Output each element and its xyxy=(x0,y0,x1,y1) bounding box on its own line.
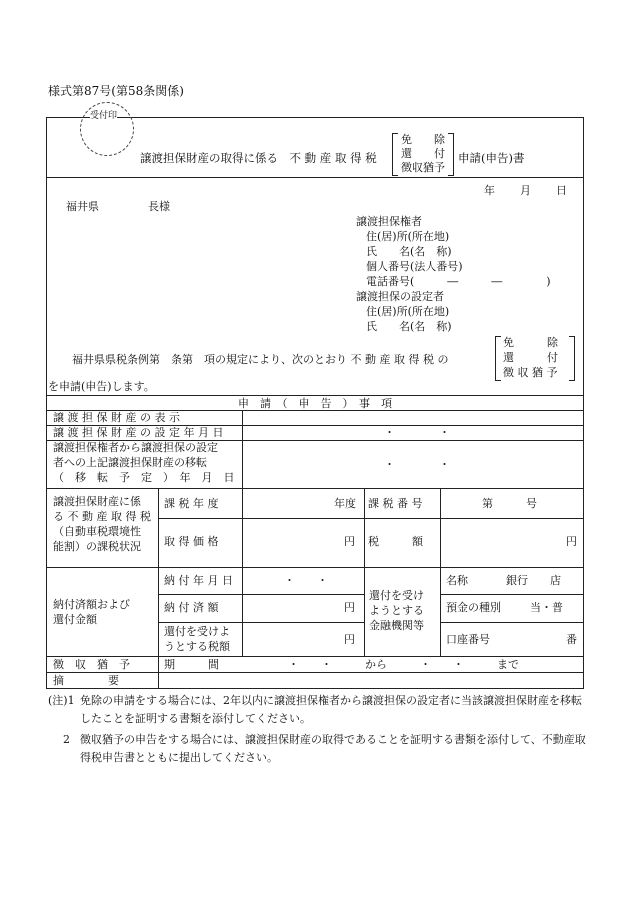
form-number: 様式第87号(第58条関係) xyxy=(48,84,184,98)
remarks-label: 摘 要 xyxy=(53,674,119,687)
bank-label-l2: ようとする xyxy=(369,604,424,617)
deferral-label: 徴 収 猶 予 xyxy=(53,658,130,671)
row-transfer-date-dots: ・ ・ xyxy=(384,458,450,471)
bank-name-label: 名称 xyxy=(446,574,468,587)
row-setting-date-label: 譲 渡 担 保 財 産 の 設 定 年 月 日 xyxy=(53,426,224,439)
title-option-refund: 還 付 xyxy=(401,147,445,160)
transferee-phone: 電話番号( ― ― ) xyxy=(366,275,551,288)
acquisition-price-label: 取 得 価 格 xyxy=(164,535,219,548)
refund-amount-l1: 還付を受けよ xyxy=(164,625,230,638)
transferee-individual-number: 個人番号(法人番号) xyxy=(366,260,463,273)
row-transfer-date-l2: 者への上記譲渡担保財産の移転 xyxy=(53,456,207,469)
statement-line2: を申請(申告)します。 xyxy=(48,380,155,393)
row-property-display-label: 譲 渡 担 保 財 産 の 表 示 xyxy=(53,411,180,424)
tax-right-divider xyxy=(440,488,441,567)
bank-name-suffix: 銀行 店 xyxy=(506,574,561,587)
refund-right-divider xyxy=(440,567,441,656)
title-divider xyxy=(46,177,584,178)
tax-status-label-l4: 能割）の課税状況 xyxy=(53,540,141,553)
fiscal-year-label: 課 税 年 度 xyxy=(164,497,219,510)
tax-status-label-l1: 譲渡担保財産に係 xyxy=(53,495,141,508)
paid-amount-unit: 円 xyxy=(344,601,355,614)
tax-status-label-l2: る 不 動 産 取 得 税 xyxy=(53,510,151,523)
tax-number-value: 第 号 xyxy=(482,497,537,510)
form-title-suffix: 申請(申告)書 xyxy=(458,151,525,165)
note-2-num: 2 xyxy=(63,733,70,747)
statement-line1: 福井県県税条例第 条第 項の規定により、次のとおり 不 動 産 取 得 税 の xyxy=(72,353,449,366)
date-month: 月 xyxy=(520,184,531,197)
tax-row-line xyxy=(158,518,584,519)
row-transfer-date-l3: （ 移 転 予 定 ） 年 月 日 xyxy=(53,471,235,484)
addressee-chief: 長様 xyxy=(148,200,170,213)
fiscal-year-unit: 年度 xyxy=(334,497,356,510)
account-no-unit: 番 xyxy=(566,633,577,646)
account-no-label: 口座番号 xyxy=(446,633,490,646)
stamp-label: 受付印 xyxy=(90,111,118,121)
tax-amount-label: 税 額 xyxy=(368,535,423,548)
deferral-period-label: 期 間 xyxy=(164,658,219,671)
deposit-type-label: 預金の種別 xyxy=(446,601,501,614)
pay-date-dots: ・ ・ xyxy=(284,574,328,587)
deferral-period-value: ・ ・ から ・ ・ まで xyxy=(288,658,519,671)
row-setting-date-dots: ・ ・ xyxy=(384,426,450,439)
form-title-prefix: 譲渡担保財産の取得に係る 不 動 産 取 得 税 xyxy=(140,151,377,165)
label-col-divider-top xyxy=(242,410,243,488)
date-day: 日 xyxy=(556,184,567,197)
refund-label-l2: 還付金額 xyxy=(53,613,97,626)
acquisition-price-unit: 円 xyxy=(344,535,355,548)
statement-bracket-right xyxy=(569,336,575,381)
tax-mid-divider xyxy=(364,488,365,567)
note-1-num: (注)1 xyxy=(48,694,75,707)
tax-status-label-l3: （自動車税環境性 xyxy=(53,525,141,538)
refund-row-line-2 xyxy=(158,622,364,623)
statement-option-deferral: 徴 収 猶 予 xyxy=(503,366,558,379)
section-label-divider xyxy=(158,488,159,656)
statement-option-refund: 還 付 xyxy=(503,351,558,364)
refund-section-line xyxy=(46,656,584,657)
note-1-text: 免除の申請をする場合には、2年以内に譲渡担保権者から譲渡担保の設定者に当該譲渡担保財産を移転したことを証明する書類を添付してください。 xyxy=(80,694,582,725)
section-header: 申 請 （ 申 告 ） 事 項 xyxy=(238,397,392,410)
setter-heading: 譲渡担保の設定者 xyxy=(356,290,444,303)
bank-row-line-1 xyxy=(440,594,584,595)
note-2 xyxy=(48,731,588,766)
transferee-heading: 譲渡担保権者 xyxy=(356,215,422,228)
tax-amount-unit: 円 xyxy=(566,535,577,548)
title-option-exemption: 免 除 xyxy=(401,133,445,146)
refund-row-line-1 xyxy=(158,594,364,595)
row-transfer-date-l1: 譲渡担保権者から譲渡担保の設定 xyxy=(53,441,218,454)
refund-amount-unit: 円 xyxy=(344,633,355,646)
statement-option-exemption: 免 除 xyxy=(503,336,558,349)
row-line-3 xyxy=(46,488,584,489)
setter-address: 住(居)所(所在地) xyxy=(366,305,450,318)
refund-label-l1: 納付済額および xyxy=(53,598,130,611)
date-year: 年 xyxy=(484,184,495,197)
section-top-line xyxy=(46,395,584,396)
transferee-address: 住(居)所(所在地) xyxy=(366,230,450,243)
notes xyxy=(48,692,588,766)
title-option-deferral: 徴収猶予 xyxy=(401,161,445,174)
setter-name: 氏 名(名 称) xyxy=(366,320,452,333)
refund-amount-l2: うとする税額 xyxy=(164,640,230,653)
note-1 xyxy=(48,692,588,727)
transferee-name: 氏 名(名 称) xyxy=(366,245,452,258)
title-bracket-right xyxy=(448,133,454,176)
deferral-divider xyxy=(158,656,159,672)
tax-number-label: 課 税 番 号 xyxy=(368,497,423,510)
remarks-divider xyxy=(158,672,159,689)
bank-row-line-2 xyxy=(440,622,584,623)
bank-label-l1: 還付を受け xyxy=(369,589,424,602)
statement-bracket-left xyxy=(495,336,501,381)
deposit-type-options: 当・普 xyxy=(530,601,563,614)
note-2-text: 徴収猶予の申告をする場合には、譲渡担保財産の取得であることを証明する書類を添付して、不動産取得税申告書とともに提出してください。 xyxy=(80,733,586,764)
title-bracket-left xyxy=(392,133,398,176)
deferral-line xyxy=(46,672,584,673)
refund-mid-divider xyxy=(364,567,365,656)
tax-section-line xyxy=(46,567,584,568)
pay-date-label: 納 付 年 月 日 xyxy=(164,574,233,587)
paid-amount-label: 納 付 済 額 xyxy=(164,601,219,614)
item-col-divider xyxy=(242,488,243,656)
bank-label-l3: 金融機関等 xyxy=(369,619,424,632)
addressee-pref: 福井県 xyxy=(66,200,99,213)
